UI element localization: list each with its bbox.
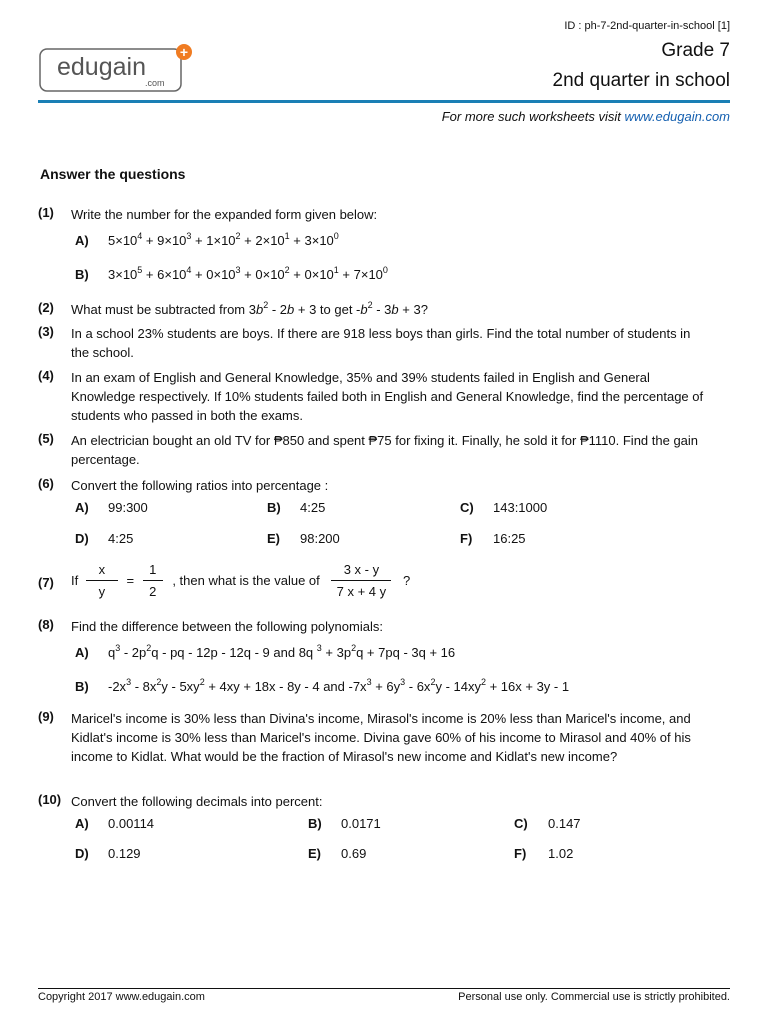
option-value: 0.69 <box>341 846 367 861</box>
option-label: C) <box>460 500 474 515</box>
option-label: B) <box>75 679 89 694</box>
question-number: (4) <box>38 368 54 383</box>
option-label: B) <box>267 500 281 515</box>
question-text: Convert the following ratios into percentage : <box>71 478 329 493</box>
question-text: Maricel's income is 30% less than Divina's income, Mirasol's income is 20% less than Maricel's income, and Kidlat's income is 30% less than Maricel's income. Divina gave 60% of his income to Mirasol and 40% of his income to Kidlat. What would be the fraction of Mirasol's new income and Kidlat's new income? <box>71 711 691 764</box>
question-text: In a school 23% students are boys. If there are 918 less boys than girls. Find the total number of students in the school. <box>71 326 691 360</box>
option-value: 99:300 <box>108 500 148 515</box>
option-value: 0.129 <box>108 846 141 861</box>
option-value: 98:200 <box>300 531 340 546</box>
visit-line <box>442 109 730 124</box>
option-label: E) <box>267 531 280 546</box>
question-text: Find the difference between the following polynomials: <box>71 619 383 634</box>
option-label: D) <box>75 846 89 861</box>
option-value: 0.147 <box>548 816 581 831</box>
option-label: A) <box>75 816 89 831</box>
expanded-form-b: $3\times 10^5 + 6\times 10^4 + 0\times 10^3 + 0\times 10^2 + 0\times 10^1 + 7\times 10^0$ <box>108 264 388 282</box>
option-value: 143:1000 <box>493 500 548 515</box>
option-label: A) <box>75 645 89 660</box>
fraction-xy: $\frac{x}{y}$ <box>86 563 118 598</box>
question-number: (7) <box>38 575 54 590</box>
subject-title: 2nd quarter in school <box>552 70 730 91</box>
question-number: (3) <box>38 324 54 339</box>
visit-link[interactable]: www.edugain.com <box>624 109 730 124</box>
section-heading: Answer the questions <box>40 166 186 182</box>
question-text: Write the number for the expanded form given below: <box>71 207 378 222</box>
question-number: (8) <box>38 617 54 632</box>
question-number: (1) <box>38 205 54 220</box>
worksheet-id: ID : ph-7-2nd-quarter-in-school [1] <box>564 20 730 32</box>
logo-sub: .com <box>145 78 165 88</box>
option-label: C) <box>514 816 528 831</box>
option-value: 0.00114 <box>108 816 155 831</box>
option-label: D) <box>75 531 89 546</box>
option-label: F) <box>460 531 473 546</box>
fraction-expression: $\frac{3 x - y}{7 x + 4 y}$ <box>331 563 391 598</box>
question-text: Convert the following decimals into percent: <box>71 794 323 809</box>
polynomial-a: $q^3 - 2p^2q$ - pq - 12p - 12q - 9 and 8q $^3 + 3p^2q + 7pq - 3q + 16$ <box>108 642 456 660</box>
option-label: A) <box>75 500 89 515</box>
option-label: A) <box>75 233 89 248</box>
edugain-logo <box>39 44 192 93</box>
question-text: An electrician bought an old TV for ₱850 and spent ₱75 for fixing it. Finally, he sold it for ₱1110. Find the gain percentage. <box>71 433 699 467</box>
question-text: What must be subtracted from $3b^2 - 2b + 3$ to get $-b^2 - 3b + 3$? <box>71 299 428 317</box>
grade-title: Grade 7 <box>661 40 730 61</box>
option-label: F) <box>514 846 527 861</box>
question-number: (2) <box>38 300 54 315</box>
logo-text: edugain <box>57 53 146 81</box>
usage-notice: Personal use only. Commercial use is strictly prohibited. <box>458 991 730 1003</box>
option-label: B) <box>75 267 89 282</box>
option-value: 16:25 <box>493 531 526 546</box>
option-value: 1.02 <box>548 846 574 861</box>
visit-text: For more such worksheets visit <box>441 109 621 124</box>
option-label: B) <box>308 816 322 831</box>
option-label: E) <box>308 846 321 861</box>
polynomial-b: $-2x^3 - 8x^2y - 5xy^2 + 4xy + 18x - 8y - 4$ and $-7x^3 + 6y^3 - 6x^2y - 14xy^2 + 16x + 3y - 1$ <box>108 676 570 694</box>
question-number: (10) <box>38 792 62 807</box>
footer-rule <box>38 988 730 989</box>
option-value: 4:25 <box>108 531 134 546</box>
option-value: 0.0171 <box>341 816 381 831</box>
header-rule <box>38 100 730 103</box>
expanded-form-a: $5\times 10^4 + 9\times 10^3 + 1\times 10^2 + 2\times 10^1 + 3\times 10^0$ <box>108 230 339 248</box>
question-number: (9) <box>38 709 54 724</box>
fraction-one-half: $\frac{1}{2}$ <box>143 563 163 598</box>
question-number: (5) <box>38 431 54 446</box>
option-value: 4:25 <box>300 500 326 515</box>
copyright: Copyright 2017 www.edugain.com <box>38 991 205 1003</box>
question-text: If $\frac{x}{y}$ = $\frac{1}{2}$ , then what is the value of $\frac{3 x - y}{7 x + 4 y}$ ? <box>71 562 411 599</box>
question-text: In an exam of English and General Knowledge, 35% and 39% students failed in English and General Knowledge respectively. If 10% students failed both in English and General Knowledge, find the percentage of students who passed in both the exams. <box>71 370 704 423</box>
logo-plus: + <box>179 44 189 60</box>
question-number: (6) <box>38 476 54 491</box>
